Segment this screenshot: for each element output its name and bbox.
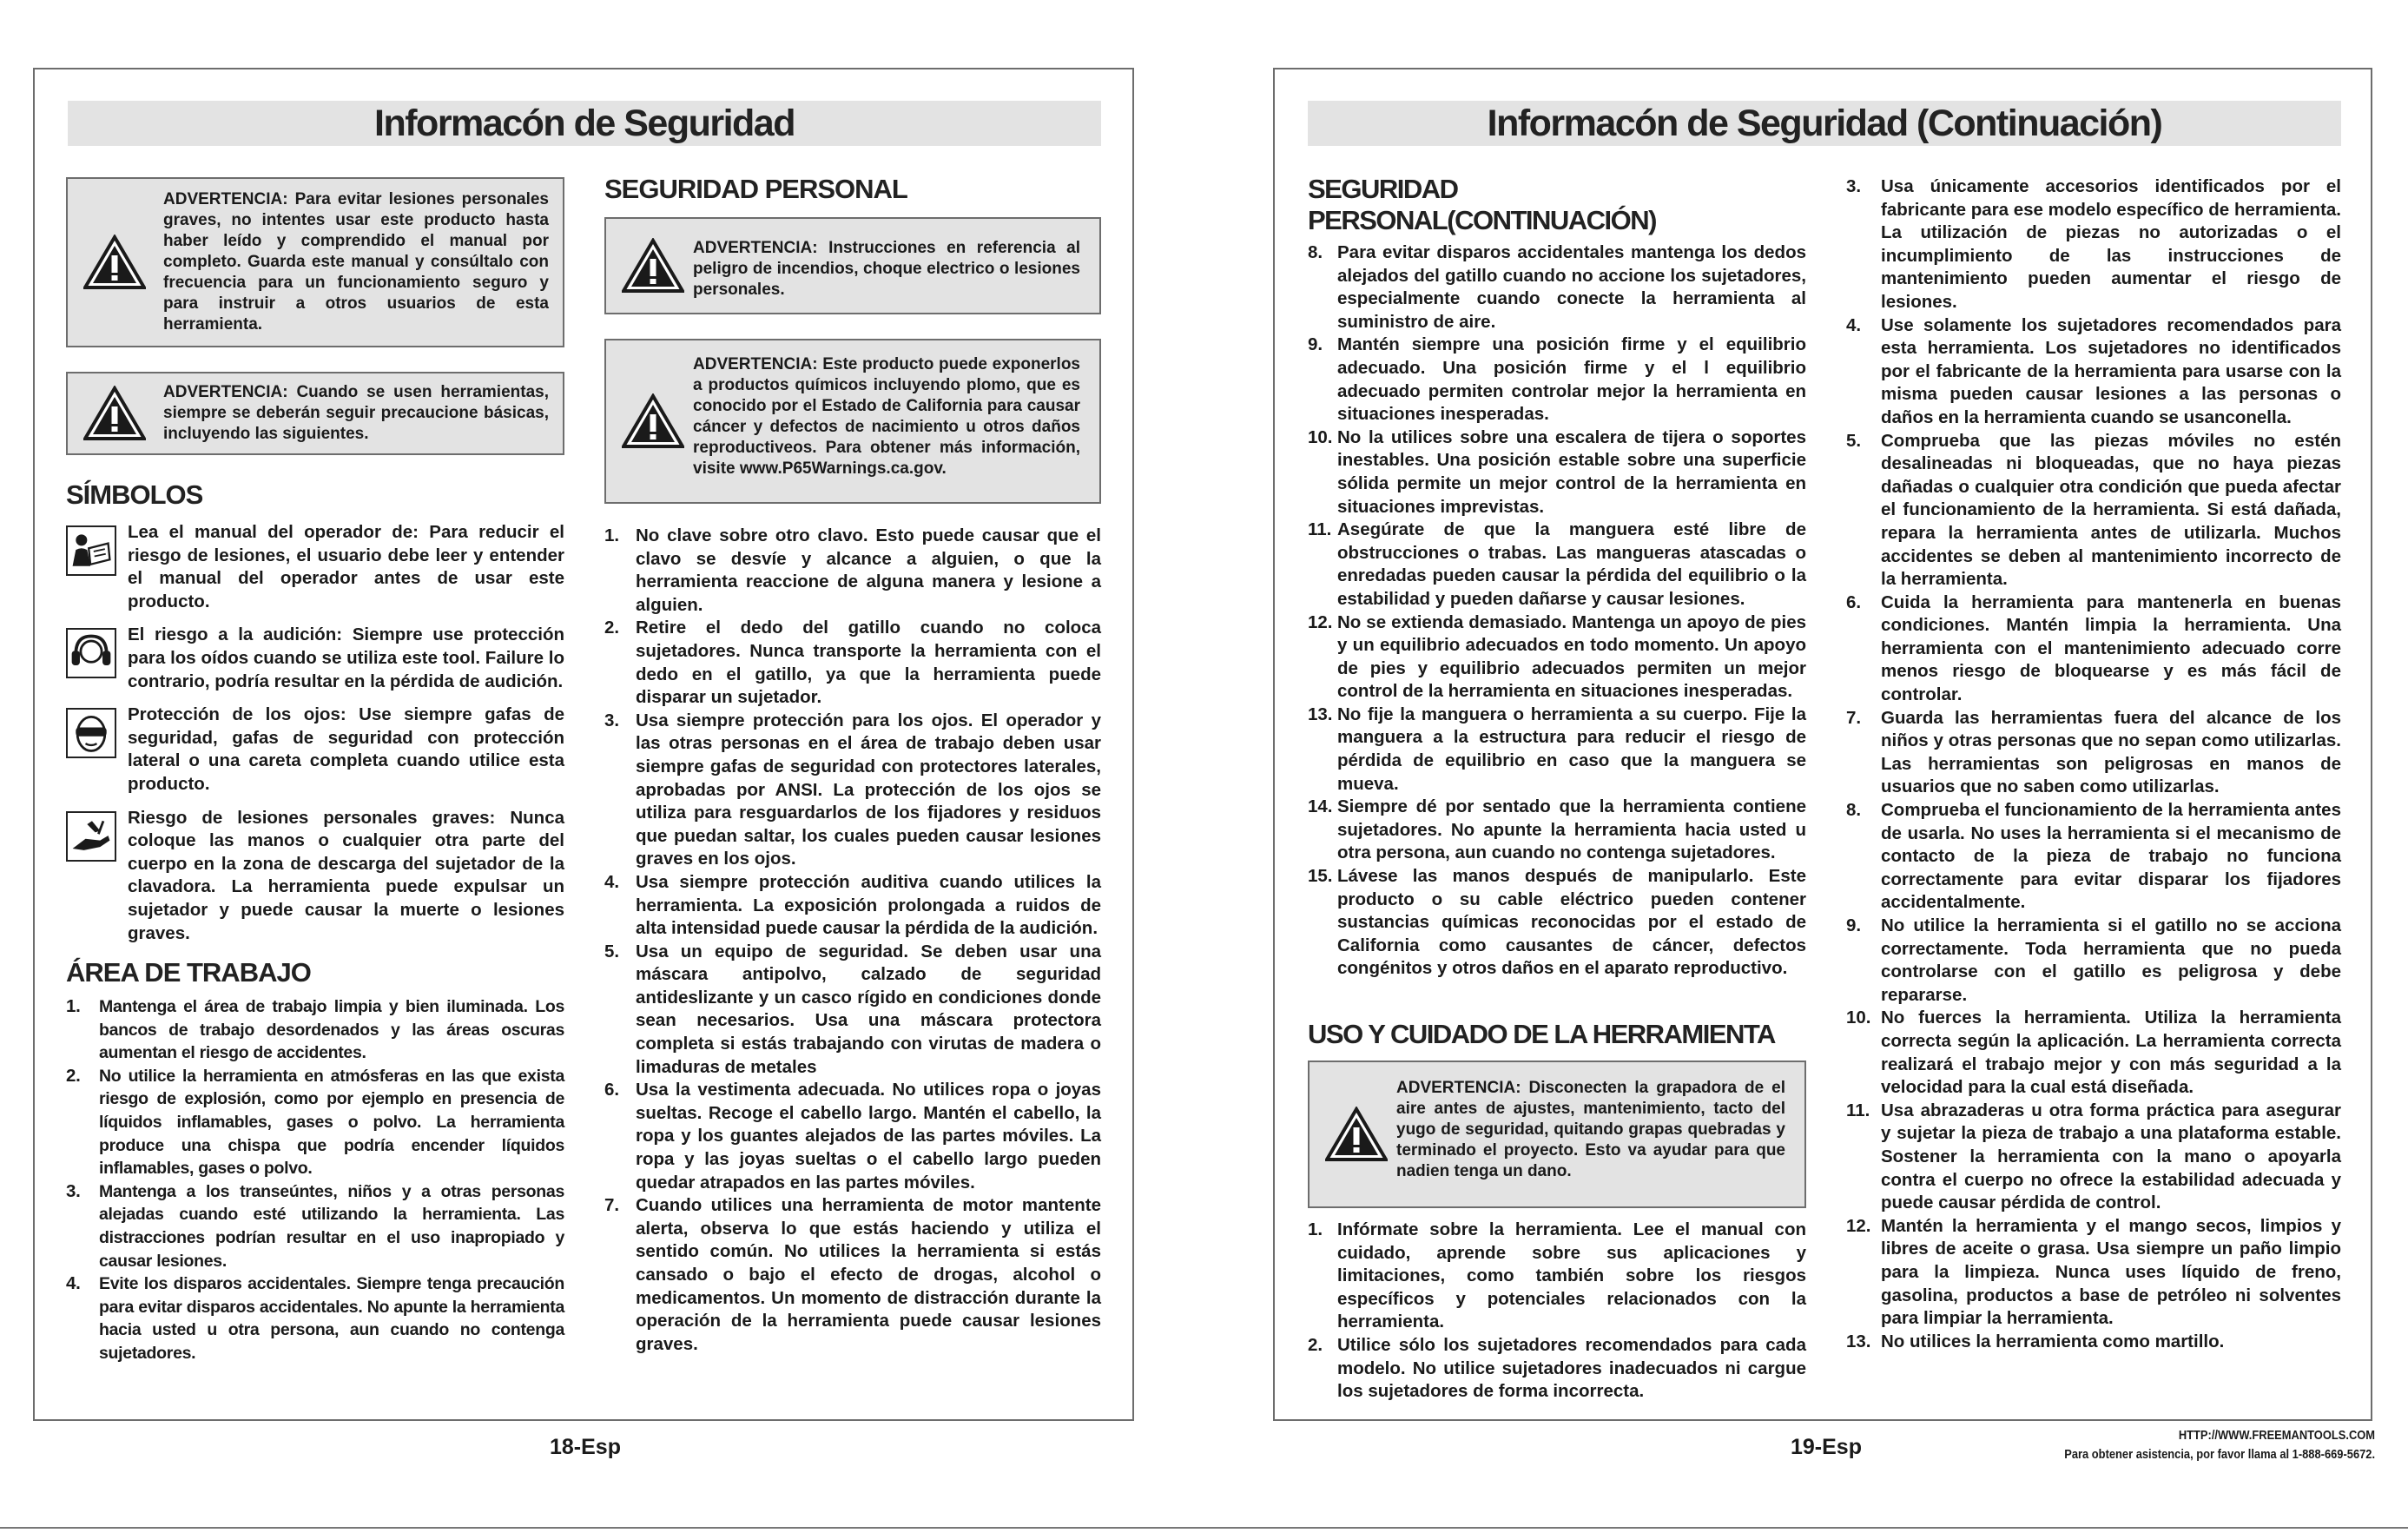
website-link[interactable]: HTTP://WWW.FREEMANTOOLS.COM	[2178, 1428, 2375, 1443]
work-area-heading: ÁREA DE TRABAJO	[66, 957, 311, 988]
list-item	[1308, 1334, 1806, 1404]
list-text: No se extienda demasiado. Mantenga un apoyo de pies y un equilibrio adecuados en todo momento. Un apoyo de pies y equilibrio adecuados permiten un mejor control de la herramienta en situaciones inesperadas.	[1337, 611, 1806, 702]
list-text: No utilice la herramienta en atmósferas en las que exista riesgo de explosión, como por ejemplo en presencia de líquidos inflamables, gases o polvo. La herramienta produce una chispa que podría encender líquidos inflamables, gases o polvo.	[99, 1066, 564, 1179]
warning-box	[604, 217, 1101, 314]
list-text: Usa abrazaderas u otra forma práctica para asegurar y sujetar la pieza de trabajo a una plataforma estable. Sostener la herramienta con la mano o apoyarla contra el cuerpo no ofrece la estabilidad adecuada y puede causar pérdida de control.	[1881, 1100, 2341, 1213]
list-text: Usa un equipo de seguridad. Se deben usar una máscara antipolvo, calzado de seguridad antideslizante y un casco rígido en condiciones donde sean necesarios. Usa una máscara protectora completa si estás trabajando con virutas de madera o limaduras de metales	[636, 941, 1101, 1077]
list-item	[1846, 799, 2341, 915]
list-item	[604, 617, 1101, 709]
warning-triangle-icon	[1325, 1107, 1388, 1162]
list-text: Comprueba el funcionamiento de la herramienta antes de usarla. No uses la herramienta si el mecanismo de contacto de la pieza de trabajo no funciona correctamente para evitar disparar los fijadores accidentalmente.	[1881, 800, 2341, 913]
list-text: Asegúrate de que la manguera esté libre de obstrucciones o trabas. Las mangueras atascadas o enredadas pueden causar la pérdida del equilibrio o la estabilidad y pueden dañarse y causar lesiones.	[1337, 519, 1806, 609]
list-text: No clave sobre otro clavo. Esto puede causar que el clavo se desvíe y alcance a alguien, o que la herramienta reaccione de alguna manera y lesione a alguien.	[636, 525, 1101, 615]
list-number: 13.	[1846, 1331, 1871, 1351]
list-number: 4.	[1846, 314, 1862, 335]
warning-triangle-icon	[83, 235, 146, 290]
warning-text: ADVERTENCIA: Disconecten la grapadora de el aire antes de ajustes, mantenimiento, tacto del yugo de seguridad, quitando grapas quebradas y terminado el proyecto. Esto va ayudar para que nadien tenga un dano.	[1396, 1079, 1785, 1180]
list-number: 11.	[1308, 519, 1332, 540]
list-number: 1.	[66, 996, 81, 1017]
work-area-list	[66, 995, 564, 1365]
list-text: Usa únicamente accesorios identificados por el fabricante para ese modelo específico de herramienta. La utilización de piezas no autorizadas o el incumplimiento de las instrucciones de mantenimiento pueden aumentar el riesgo de lesiones.	[1881, 176, 2341, 312]
list-number: 12.	[1308, 611, 1333, 632]
list-item	[1308, 241, 1806, 334]
warning-triangle-icon	[622, 238, 684, 294]
list-number: 10.	[1846, 1008, 1871, 1028]
symbol-item	[66, 521, 564, 613]
list-item	[1846, 1007, 2341, 1099]
list-text: Retire el dedo del gatillo cuando no coloca sujetadores. Nunca transporte la herramienta con el dedo en el gatillo, ya que la herramienta puede disparar un sujetador.	[636, 618, 1101, 708]
left-page	[33, 68, 1134, 1421]
list-item	[604, 871, 1101, 941]
warning-text: ADVERTENCIA: Instrucciones en referencia al peligro de incendios, choque electrico o lesiones personales.	[693, 239, 1080, 299]
list-number: 3.	[66, 1180, 81, 1201]
list-item	[1846, 1215, 2341, 1331]
list-text: Usa siempre protección para los ojos. El operador y las otras personas en el área de trabajo deben usar siempre gafas de seguridad con protectores laterales, aprobadas por ANSI. La protección de los ojos se utiliza para resguardarlos de los fijadores y residuos que puedan saltar, los cuales pueden causar lesiones graves en los ojos.	[636, 710, 1101, 869]
symbol-item	[66, 807, 564, 946]
warning-box	[66, 177, 564, 347]
list-item	[1308, 426, 1806, 519]
list-text: No fije la manguera o herramienta a su cuerpo. Fije la manguera a la estructura para reducir el riesgo de pérdida de equilibrio en caso que la manguera se mueva.	[1337, 704, 1806, 794]
list-text: Mantenga a los transeúntes, niños y a otras personas alejadas cuando esté utilizando la herramienta. Las distracciones podrían resultar en el uso inapropiado y causar lesiones.	[99, 1181, 564, 1271]
list-item	[66, 1272, 564, 1365]
list-item	[604, 1194, 1101, 1356]
list-text: Siempre dé por sentado que la herramienta contiene sujetadores. No apunte la herramienta hacia usted u otra persona, aun cuando no contenga sujetadores.	[1337, 796, 1806, 863]
list-text: Lávese las manos después de manipularlo. Este producto o su cable eléctrico pueden contener sustancias químicas reconocidas por el estado de California como causantes de cáncer, defectos congénitos y otros daños en el aparato reproductivo.	[1337, 866, 1806, 979]
list-number: 14.	[1308, 796, 1333, 817]
list-number: 3.	[604, 710, 620, 730]
tool-use-list-cont	[1846, 175, 2341, 1353]
list-text: Utilice sólo los sujetadores recomendados para cada modelo. No utilice sujetadores inadecuados ni cargue los sujetadores de forma incorrecta.	[1337, 1334, 1806, 1402]
list-text: Mantenga el área de trabajo limpia y bien iluminada. Los bancos de trabajo desordenados y las áreas oscuras aumentan el riesgo de accidentes.	[99, 997, 564, 1063]
personal-safety-list	[604, 525, 1101, 1356]
list-number: 13.	[1308, 704, 1333, 724]
list-number: 8.	[1308, 242, 1323, 262]
warning-triangle-icon	[83, 386, 146, 441]
list-number: 6.	[604, 1080, 620, 1100]
list-number: 5.	[1846, 430, 1862, 451]
eye-protection-icon	[66, 708, 116, 758]
list-text: No utilice la herramienta si el gatillo no se acciona correctamente. Toda herramienta que no pueda controlarse con el gatillo es peligrosa y debe repararse.	[1881, 915, 2341, 1005]
right-page-number: 19-Esp	[1791, 1435, 1862, 1459]
list-number: 1.	[604, 525, 620, 545]
list-number: 1.	[1308, 1219, 1323, 1239]
list-number: 10.	[1308, 426, 1333, 447]
personal-safety-heading: SEGURIDAD PERSONAL	[604, 174, 907, 204]
list-item	[1846, 1331, 2341, 1354]
list-number: 4.	[604, 871, 620, 892]
warning-text: ADVERTENCIA: Para evitar lesiones personales graves, no intentes usar este producto hasta haber leído y comprendido el manual por completo. Guarda este manual y consúltalo con frecuencia para un funcionamiento seguro y para instruir a otros usuarios de esta herramienta.	[163, 190, 549, 334]
list-number: 6.	[1846, 591, 1862, 612]
symbol-item	[66, 704, 564, 796]
list-text: Para evitar disparos accidentales mantenga los dedos alejados del gatillo cuando no accione los sujetadores, especialmente cuando conecte la herramienta al suministro de aire.	[1337, 242, 1806, 332]
symbol-text: Riesgo de lesiones personales graves: Nunca coloque las manos o cualquier otra parte del cuerpo en la zona de descarga del sujetador de la clavadora. La herramienta puede expulsar un sujetador y puede causar la muerte o lesiones graves.	[128, 807, 564, 943]
list-item	[66, 1180, 564, 1272]
personal-safety-cont-list	[1308, 241, 1806, 981]
tool-use-list	[1308, 1219, 1806, 1404]
left-col-2	[604, 174, 1101, 1356]
list-number: 7.	[604, 1195, 620, 1216]
list-text: Cuando utilices una herramienta de motor mantente alerta, observa lo que estás haciendo y utiliza el sentido común. No utilices la herramienta si estás cansado o bajo el efecto de drogas, alcohol o medicamentos. Un momento de distracción durante la operación de la herramienta puede causar lesiones graves.	[636, 1195, 1101, 1354]
list-item	[604, 710, 1101, 871]
list-number: 3.	[1846, 176, 1862, 196]
list-text: No utilices la herramienta como martillo.	[1881, 1331, 2225, 1351]
symbol-text: El riesgo a la audición: Siempre use protección para los oídos cuando se utiliza este tool. Failure lo contrario, podría resultar en la pérdida de audición.	[128, 624, 564, 691]
warning-box	[604, 339, 1101, 504]
warning-box	[1308, 1061, 1806, 1208]
list-number: 8.	[1846, 800, 1862, 821]
list-number: 2.	[604, 618, 620, 638]
list-number: 2.	[66, 1065, 81, 1086]
hand-injury-icon	[66, 811, 116, 862]
list-text: Guarda las herramientas fuera del alcance de los niños y otras personas que no sepan como utilizarlas. Las herramientas son peligrosas en manos de usuarios que no saben como utilizarlas.	[1881, 707, 2341, 797]
list-item	[1846, 314, 2341, 430]
list-item	[1846, 707, 2341, 799]
ear-protection-icon	[66, 628, 116, 678]
bottom-divider	[0, 1527, 2408, 1529]
symbol-text: Protección de los ojos: Use siempre gafas de seguridad, gafas de seguridad con protección lateral o una careta completa cuando utilice esta producto.	[128, 704, 564, 794]
warning-triangle-icon	[622, 393, 684, 449]
list-text: Comprueba que las piezas móviles no estén desalineadas ni bloqueadas, que no haya piezas dañadas o cualquier otra condición que pueda afectar el funcionamiento de la herramienta. Si está dañada, repara la herramienta antes de utilizarla. Muchos accidentes se deben al mantenimiento incorrecto de la herramienta.	[1881, 430, 2341, 590]
tool-use-heading: USO Y CUIDADO DE LA HERRAMIENTA	[1308, 1019, 1775, 1049]
list-item	[1308, 796, 1806, 865]
left-page-header: Informacón de Seguridad	[68, 101, 1101, 146]
right-col-1	[1308, 174, 1806, 1404]
symbol-text: Lea el manual del operador de: Para reducir el riesgo de lesiones, el usuario debe leer y entender el manual del operador antes de usar este producto.	[128, 522, 564, 611]
list-text: Usa siempre protección auditiva cuando utilices la herramienta. La exposición prolongada a ruidos de alta intensidad puede causar la pérdida de la audición.	[636, 871, 1101, 939]
list-number: 2.	[1308, 1334, 1323, 1355]
list-text: No la utilices sobre una escalera de tijera o soportes inestables. Una posición estable sobre una superficie sólida permite un mejor control de la herramienta en situaciones imprevistas.	[1337, 426, 1806, 517]
list-number: 9.	[1308, 334, 1323, 355]
list-item	[1846, 915, 2341, 1007]
list-number: 7.	[1846, 707, 1862, 728]
list-item	[1846, 1100, 2341, 1215]
right-col-2	[1846, 175, 2341, 1353]
list-text: Cuida la herramienta para mantenerla en buenas condiciones. Mantén limpia la herramienta. Una herramienta con el mantenimiento adecuado corre menos riesgo de bloquearse y es más fácil de controlar.	[1881, 591, 2341, 705]
warning-text: ADVERTENCIA: Cuando se usen herramientas, siempre se deberán seguir precaucione básicas, incluyendo las siguientes.	[163, 383, 549, 443]
right-page	[1273, 68, 2372, 1421]
list-item	[604, 1079, 1101, 1194]
list-text: Use solamente los sujetadores recomendados para esta herramienta. Los sujetadores no identificados por el fabricante de la herramienta para usarse con la misma pueden causar lesiones a las personas o daños en la herramienta cuando se usanconella.	[1881, 314, 2341, 427]
list-item	[604, 941, 1101, 1080]
list-item	[1308, 519, 1806, 611]
list-item	[1846, 591, 2341, 707]
list-text: Usa la vestimenta adecuada. No utilices ropa o joyas sueltas. Recoge el cabello largo. Mantén el cabello, la ropa y los guantes alejados de las partes móviles. La ropa y las joyas sueltas o el cabello largo pueden quedar atrapados en las partes móviles.	[636, 1080, 1101, 1193]
list-number: 12.	[1846, 1215, 1871, 1236]
list-number: 15.	[1308, 866, 1333, 887]
list-number: 4.	[66, 1273, 81, 1294]
symbols-heading: SÍMBOLOS	[66, 479, 203, 510]
list-number: 11.	[1846, 1100, 1870, 1120]
list-text: No fuerces la herramienta. Utiliza la herramienta correcta según la aplicación. La herramienta correcta realizará el trabajo mejor y con más seguridad a la velocidad para la cual está diseñada.	[1881, 1008, 2341, 1098]
list-item	[1308, 704, 1806, 796]
assistance-text: Para obtener asistencia, por favor llama al 1-888-669-5672.	[2064, 1447, 2375, 1462]
left-col-1	[66, 177, 564, 1365]
list-text: Mantén la herramienta y el mango secos, limpios y libres de aceite o grasa. Usa siempre un paño limpio para la limpieza. Nunca uses líquido de freno, gasolina, productos a base de petróleo ni solventes para limpiar la herramienta.	[1881, 1215, 2341, 1329]
list-text: Infórmate sobre la herramienta. Lee el manual con cuidado, aprende sobre sus aplicaciones y limitaciones, como también sobre los riesgos específicos y potenciales relacionados con la herramienta.	[1337, 1219, 1806, 1332]
manual-reading-icon	[66, 525, 116, 576]
list-text: Evite los disparos accidentales. Siempre tenga precaución para evitar disparos accidentales. No apunte la herramienta hacia usted u otra persona, aun cuando no contenga sujetadores.	[99, 1274, 564, 1363]
list-item	[66, 995, 564, 1065]
list-number: 5.	[604, 941, 620, 961]
right-page-header: Informacón de Seguridad (Continuación)	[1308, 101, 2341, 146]
list-item	[1308, 1219, 1806, 1334]
list-item	[1846, 175, 2341, 314]
left-page-number: 18-Esp	[550, 1435, 621, 1459]
list-item	[66, 1065, 564, 1180]
symbol-item	[66, 624, 564, 693]
personal-safety-cont-heading: SEGURIDAD PERSONAL(CONTINUACIÓN)	[1308, 174, 1656, 235]
list-item	[1846, 430, 2341, 591]
warning-box	[66, 372, 564, 455]
list-item	[1308, 611, 1806, 704]
list-number: 9.	[1846, 915, 1862, 935]
warning-text: ADVERTENCIA: Este producto puede exponerlos a productos químicos incluyendo plomo, que es conocido por el Estado de California para causar cáncer y defectos de nacimiento u otros daños reproductiveos. Para obtener más información, visite www.P65Warnings.ca.gov.	[693, 355, 1080, 478]
list-text: Mantén siempre una posición firme y el equilibrio adecuado. Una posición firme y el l equilibrio adecuado permiten controlar mejor la herramienta en situaciones inesperadas.	[1337, 334, 1806, 425]
list-item	[1308, 865, 1806, 981]
contact-info	[2064, 1426, 2375, 1464]
list-item	[1308, 334, 1806, 426]
list-item	[604, 525, 1101, 617]
